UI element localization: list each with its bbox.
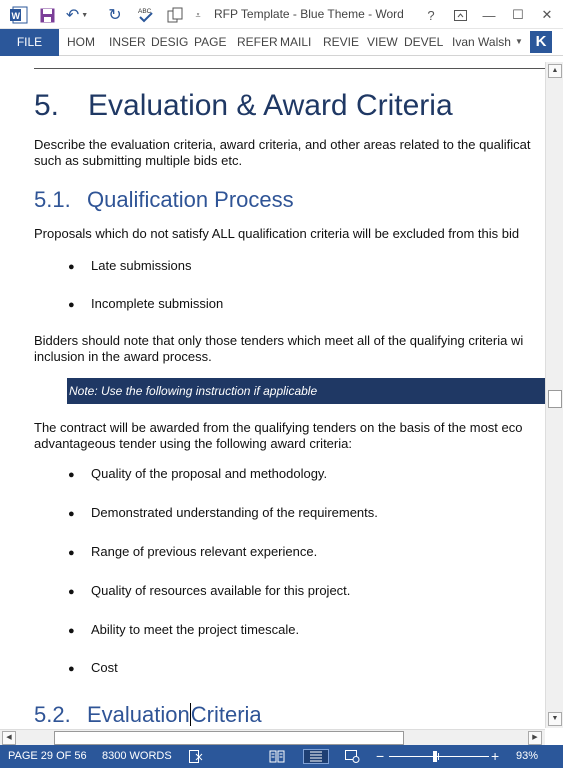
heading-number: 5.1.: [34, 187, 71, 212]
paragraph-line: Bidders should note that only those tenders which meet all of the qualifying criteria wi: [34, 333, 524, 348]
zoom-slider-center-mark: [438, 753, 439, 760]
bullet-icon: ●: [68, 299, 75, 311]
contract-paragraph[interactable]: [34, 420, 522, 452]
page-count[interactable]: PAGE 29 OF 56: [8, 750, 87, 762]
list-item[interactable]: [68, 622, 299, 637]
bullet-icon: ●: [68, 469, 75, 481]
intro-paragraph[interactable]: [34, 137, 530, 169]
tab-home[interactable]: HOM: [67, 35, 95, 49]
bidders-paragraph[interactable]: [34, 333, 523, 365]
minimize-button[interactable]: —: [482, 7, 496, 23]
document-page[interactable]: [0, 57, 545, 729]
read-mode-icon[interactable]: [268, 749, 286, 764]
paragraph-line: Describe the evaluation criteria, award criteria, and other areas related to the qualificat: [34, 137, 531, 152]
tab-file[interactable]: FILE: [0, 29, 59, 56]
word-count[interactable]: 8300 WORDS: [102, 750, 172, 762]
header-divider: [34, 68, 545, 69]
heading-text: Qualification Process: [87, 187, 294, 212]
list-item-text: Range of previous relevant experience.: [91, 544, 318, 559]
list-item-text: Quality of the proposal and methodology.: [91, 466, 328, 481]
list-item[interactable]: [68, 660, 118, 675]
proofing-icon[interactable]: [188, 749, 204, 764]
chevron-down-icon[interactable]: ▼: [515, 37, 523, 46]
horizontal-scroll-thumb[interactable]: [54, 731, 404, 745]
bullet-icon: ●: [68, 586, 75, 598]
scroll-right-arrow-icon[interactable]: ▶: [528, 731, 542, 745]
heading-text-part: Evaluation: [87, 702, 190, 727]
list-item[interactable]: [68, 296, 223, 311]
list-item[interactable]: [68, 258, 191, 273]
web-layout-icon[interactable]: [343, 749, 361, 764]
bullet-icon: ●: [68, 663, 75, 675]
heading-text: Evaluation & Award Criteria: [88, 89, 453, 122]
redo-icon[interactable]: ↻: [108, 7, 122, 24]
paragraph-line: The contract will be awarded from the qualifying tenders on the basis of the most eco: [34, 420, 523, 435]
user-name[interactable]: Ivan Walsh: [452, 35, 511, 49]
paragraph-line: advantageous tender using the following award criteria:: [34, 436, 352, 451]
print-layout-icon[interactable]: [303, 749, 329, 764]
bullet-icon: ●: [68, 547, 75, 559]
ribbon-tab-bar: [0, 29, 563, 56]
customize-toolbar-icon[interactable]: ⩡: [195, 9, 201, 20]
window-title: RFP Template - Blue Theme - Word: [214, 7, 404, 21]
svg-text:W: W: [11, 11, 20, 21]
heading-text-part: Criteria: [190, 702, 262, 727]
avatar[interactable]: K: [530, 31, 552, 53]
heading-number: 5.2.: [34, 702, 71, 727]
zoom-level[interactable]: 93%: [516, 750, 539, 762]
tab-references[interactable]: REFER: [237, 35, 278, 49]
title-bar: [0, 0, 563, 29]
word-app-icon[interactable]: [9, 4, 29, 26]
close-button[interactable]: ✕: [541, 7, 553, 22]
tab-view[interactable]: VIEW: [367, 35, 398, 49]
vertical-scroll-thumb[interactable]: [548, 390, 562, 408]
heading-qualification-process[interactable]: [34, 187, 294, 213]
list-item-text: Late submissions: [91, 258, 192, 273]
heading-number: 5.: [34, 89, 60, 122]
list-item-text: Ability to meet the project timescale.: [91, 622, 300, 637]
list-item[interactable]: [68, 544, 317, 559]
save-icon[interactable]: [37, 4, 57, 26]
ribbon-display-options-icon[interactable]: [447, 4, 473, 26]
bullet-icon: ●: [68, 508, 75, 520]
list-item-text: Incomplete submission: [91, 296, 224, 311]
qualification-paragraph[interactable]: Proposals which do not satisfy ALL qualification criteria will be excluded from this bid: [34, 226, 520, 241]
help-button[interactable]: ?: [427, 7, 435, 23]
scroll-left-arrow-icon[interactable]: ◀: [2, 731, 16, 745]
paragraph-line: inclusion in the award process.: [34, 349, 212, 364]
list-item[interactable]: [68, 583, 350, 598]
tab-design[interactable]: DESIG: [151, 35, 189, 49]
bullet-icon: ●: [68, 261, 75, 273]
maximize-button[interactable]: ☐: [512, 7, 524, 22]
undo-icon[interactable]: ↶ ▼: [65, 7, 89, 24]
list-item-text: Cost: [91, 660, 118, 675]
list-item-text: Demonstrated understanding of the requirements.: [91, 505, 378, 520]
tab-developer[interactable]: DEVEL: [404, 35, 444, 49]
list-item-text: Quality of resources available for this project.: [91, 583, 351, 598]
paragraph-line: such as submitting multiple bids etc.: [34, 153, 243, 168]
svg-text:ABC: ABC: [138, 8, 152, 15]
zoom-out-button[interactable]: −: [376, 748, 385, 764]
bullet-icon: ●: [68, 625, 75, 637]
vertical-scrollbar[interactable]: [545, 62, 563, 728]
scroll-up-arrow-icon[interactable]: ▲: [548, 64, 562, 78]
heading-evaluation-criteria[interactable]: [34, 702, 262, 728]
heading-evaluation-award-criteria[interactable]: [34, 89, 453, 123]
list-item[interactable]: [68, 505, 378, 520]
document-template-icon[interactable]: [165, 4, 185, 26]
zoom-slider-thumb[interactable]: [433, 751, 437, 762]
tab-mailings[interactable]: MAILI: [280, 35, 312, 49]
tab-insert[interactable]: INSER: [109, 35, 146, 49]
list-item[interactable]: [68, 466, 327, 481]
tab-page-layout[interactable]: PAGE: [194, 35, 227, 49]
tab-review[interactable]: REVIE: [323, 35, 360, 49]
zoom-in-button[interactable]: +: [491, 748, 500, 764]
scroll-down-arrow-icon[interactable]: ▼: [548, 712, 562, 726]
spelling-check-icon[interactable]: [136, 4, 156, 26]
zoom-slider-track[interactable]: [389, 756, 489, 757]
status-bar: [0, 745, 563, 768]
horizontal-scrollbar[interactable]: [0, 729, 545, 745]
note-box[interactable]: Note: Use the following instruction if applicable: [67, 378, 545, 404]
